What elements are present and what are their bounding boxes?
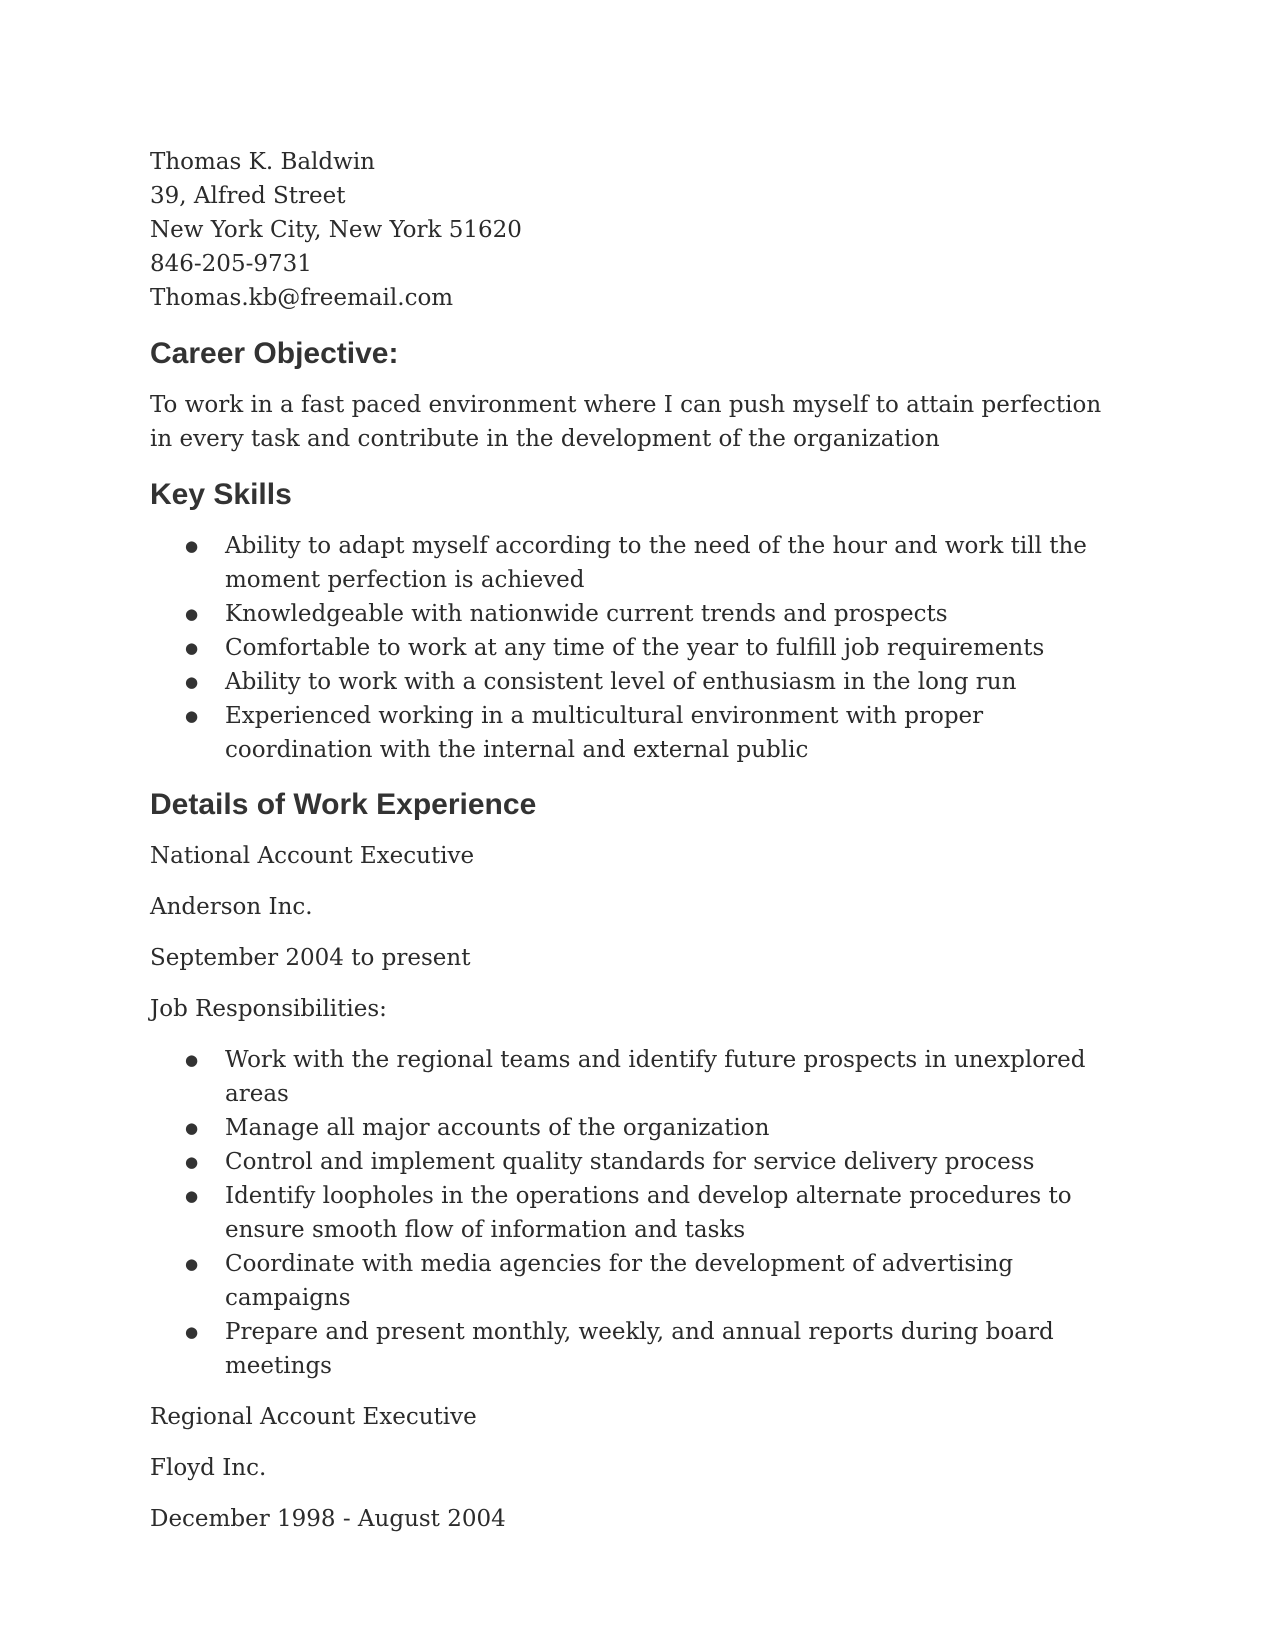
skill-item: ● Comfortable to work at any time of the year to fulfill job requirements	[225, 631, 1130, 665]
job-title: Regional Account Executive	[150, 1404, 477, 1430]
job-company: Floyd Inc.	[150, 1455, 267, 1481]
job-entry	[150, 839, 1130, 1383]
objective-heading: Career Objective:	[150, 337, 399, 370]
responsibility-item: ● Coordinate with media agencies for the development of advertising campaigns	[225, 1247, 1130, 1315]
skill-item: ● Ability to adapt myself according to the need of the hour and work till the moment perfection is achieved	[225, 529, 1130, 597]
work-heading: Details of Work Experience	[150, 788, 537, 821]
skill-item: ● Experienced working in a multicultural environment with proper coordination with the internal and external public	[225, 699, 1130, 767]
responsibilities-label: Job Responsibilities:	[150, 996, 387, 1022]
contact-street: 39, Alfred Street	[150, 183, 346, 209]
contact-email: Thomas.kb@freemail.com	[150, 285, 454, 311]
job-company: Anderson Inc.	[150, 894, 313, 920]
objective-text: To work in a fast paced environment where I can push myself to attain perfection in every task and contribute in the development of the organization	[150, 392, 1102, 452]
responsibility-item: ● Prepare and present monthly, weekly, and annual reports during board meetings	[225, 1315, 1130, 1383]
job-entry	[150, 1400, 1130, 1536]
responsibilities-list	[150, 1043, 1130, 1383]
skills-list	[150, 529, 1130, 767]
job-title: National Account Executive	[150, 843, 475, 869]
skill-item: ● Knowledgeable with nationwide current trends and prospects	[225, 597, 1130, 631]
responsibility-item: ● Identify loopholes in the operations and develop alternate procedures to ensure smooth flow of information and tasks	[225, 1179, 1130, 1247]
skill-item: ● Ability to work with a consistent level of enthusiasm in the long run	[225, 665, 1130, 699]
contact-city: New York City, New York 51620	[150, 217, 522, 243]
responsibility-item: ● Control and implement quality standards for service delivery process	[225, 1145, 1130, 1179]
contact-name: Thomas K. Baldwin	[150, 149, 375, 175]
skills-heading: Key Skills	[150, 478, 292, 511]
contact-phone: 846-205-9731	[150, 251, 312, 277]
job-dates: December 1998 - August 2004	[150, 1506, 506, 1532]
job-dates: September 2004 to present	[150, 945, 471, 971]
contact-block	[150, 145, 1130, 315]
responsibility-item: ● Work with the regional teams and identify future prospects in unexplored areas	[225, 1043, 1130, 1111]
responsibility-item: ● Manage all major accounts of the organization	[225, 1111, 1130, 1145]
resume-page	[150, 145, 1130, 1553]
